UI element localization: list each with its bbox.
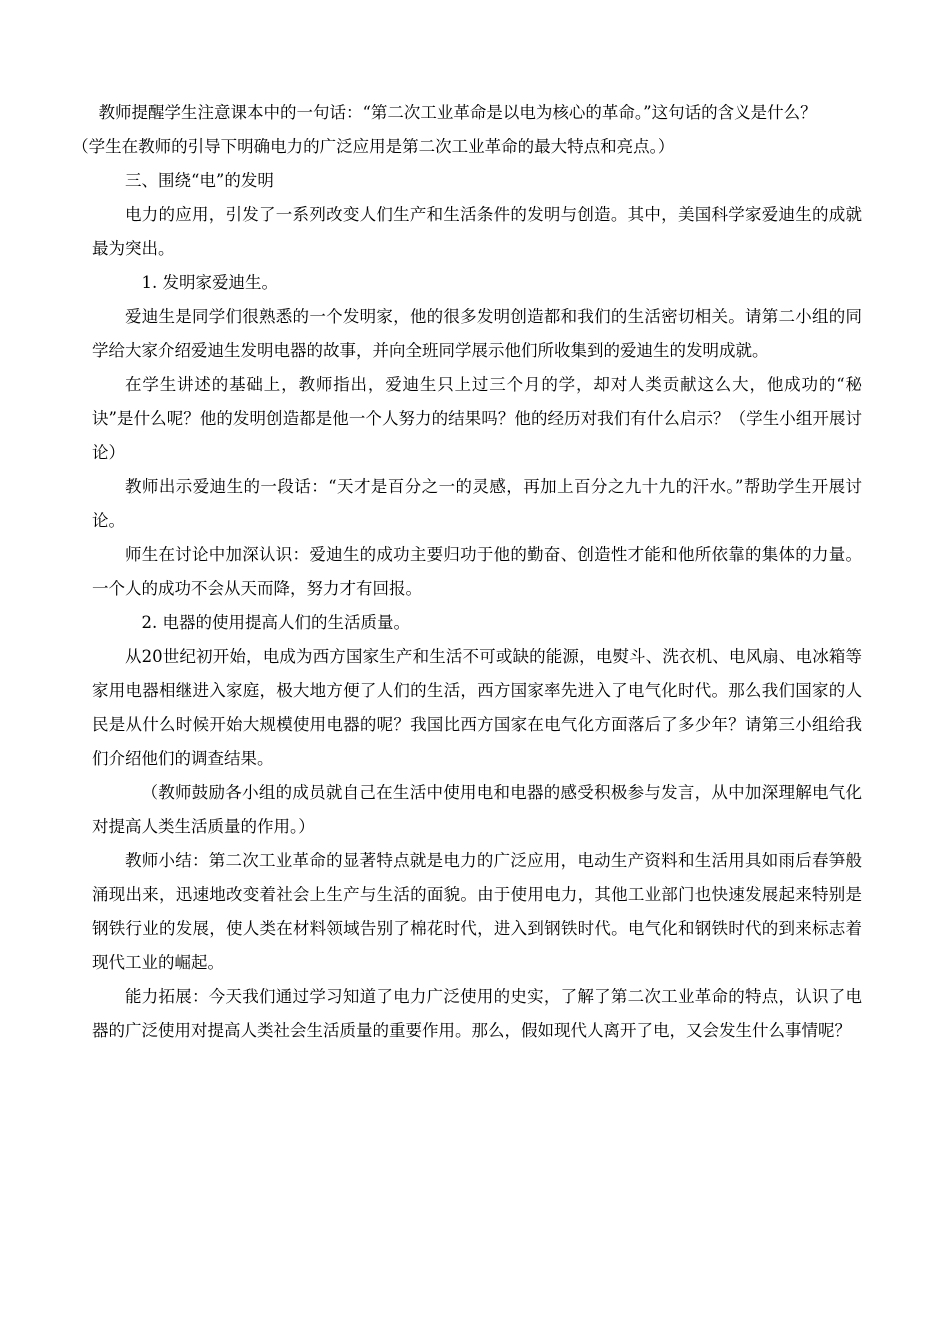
paragraph-discussion-conclusion: 师生在讨论中加深认识：爱迪生的成功主要归功于他的勤奋、创造性才能和他所依靠的集体的力量。一个人的成功不会从天而降，努力才有回报。	[92, 545, 862, 598]
section-heading-electric-inventions: 三、围绕“电”的发明	[125, 171, 274, 190]
subheading-inventor-edison: 1. 发明家爱迪生。	[141, 273, 278, 292]
subheading-appliances-quality: 2. 电器的使用提高人们的生活质量。	[141, 613, 410, 632]
document-body	[72, 96, 862, 1048]
paragraph-edison-intro: 爱迪生是同学们很熟悉的一个发明家，他的很多发明创造都和我们的生活密切相关。请第二小组的同学给大家介绍爱迪生发明电器的故事，并向全班同学展示他们所收集到的爱迪生的发明成就。	[92, 307, 862, 360]
paragraph-electrification-era: 从20世纪初开始，电成为西方国家生产和生活不可或缺的能源，电熨斗、洗衣机、电风扇、电冰箱等家用电器相继进入家庭，极大地方便了人们的生活，西方国家率先进入了电气化时代。那么我们国家的人民是从什么时候开始大规模使用电器的呢？我国比西方国家在电气化方面落后了多少年？请第三小组给我们介绍他们的调查结果。	[92, 647, 862, 768]
paragraph-student-understanding: （学生在教师的引导下明确电力的广泛应用是第二次工业革命的最大特点和亮点。）	[72, 137, 675, 156]
paragraph-ability-extension: 能力拓展：今天我们通过学习知道了电力广泛使用的史实，了解了第二次工业革命的特点，认识了电器的广泛使用对提高人类社会生活质量的重要作用。那么，假如现代人离开了电，又会发生什么事情呢？	[92, 987, 862, 1040]
paragraph-edison-quote: 教师出示爱迪生的一段话：“天才是百分之一的灵感，再加上百分之九十九的汗水。”帮助学生开展讨论。	[92, 477, 862, 530]
paragraph-electricity-application: 电力的应用，引发了一系列改变人们生产和生活条件的发明与创造。其中，美国科学家爱迪生的成就最为突出。	[92, 205, 862, 258]
paragraph-teacher-summary: 教师小结：第二次工业革命的显著特点就是电力的广泛应用，电动生产资料和生活用具如雨后春笋般涌现出来，迅速地改变着社会上生产与生活的面貌。由于使用电力，其他工业部门也快速发展起来特别是钢铁行业的发展，使人类在材料领域告别了棉花时代，进入到钢铁时代。电气化和钢铁时代的到来标志着现代工业的崛起。	[92, 851, 862, 972]
paragraph-group-participation: （教师鼓励各小组的成员就自己在生活中使用电和电器的感受积极参与发言，从中加深理解电气化对提高人类生活质量的作用。）	[92, 783, 862, 836]
paragraph-teacher-reminder: 教师提醒学生注意课本中的一句话：“第二次工业革命是以电为核心的革命。”这句话的含义是什么？	[98, 103, 817, 122]
paragraph-edison-secret: 在学生讲述的基础上，教师指出，爱迪生只上过三个月的学，却对人类贡献这么大，他成功的“秘诀”是什么呢？他的发明创造都是他一个人努力的结果吗？他的经历对我们有什么启示？（学生小组开展讨论）	[92, 375, 862, 462]
